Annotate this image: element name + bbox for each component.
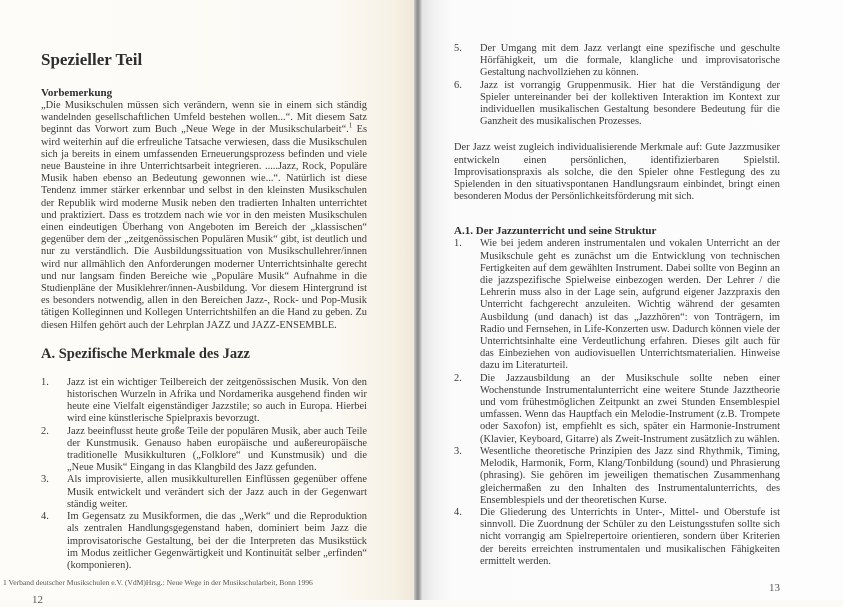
list-item-number: 3.	[41, 474, 49, 486]
list-item	[454, 446, 780, 507]
list-item-text: Der Umgang mit dem Jazz verlangt eine spezifische und geschulte Hörfähigkeit, um die formale, klangliche und improvisatorische Gestaltung nachvollziehen zu können.	[480, 43, 780, 79]
list-item-number: 2.	[41, 425, 49, 437]
book-gutter	[414, 0, 422, 600]
list-item-number: 1.	[454, 238, 462, 250]
list-item-number: 1.	[41, 376, 49, 388]
list-item-text: Jazz ist ein wichtiger Teilbereich der zeitgenössischen Musik. Von den historischen Wurzeln in Afrika und Nordamerika ausgehend finden wir heute eine Vielfalt eigenständiger Jazzstile; so auch in Europa. Hierbei wird eine künstlerische Spielpraxis bevorzugt.	[67, 376, 367, 425]
list-item	[41, 426, 367, 475]
characteristics-list-continued	[454, 43, 780, 128]
subsection-heading: A.1. Der Jazzunterricht und seine Struktur	[454, 225, 657, 238]
list-item-text: Die Jazzausbildung an der Musikschule sollte neben einer Wochenstunde Instrumentalunterricht eine weitere Stunde Jazztheorie und vom frühestmöglichen Zeitpunkt an zwei Stunden Ensemblespiel umfassen. Wenn das Hauptfach ein Melodie-Instrument (z.B. Trompete oder Saxofon) ist, empfiehlt es sich, später ein Harmonie-Instrument (Klavier, Keyboard, Gitarre) als Zweit-Instrument zusätzlich zu wählen.	[480, 372, 780, 445]
list-item	[454, 507, 780, 568]
list-item-text: Jazz ist vorrangig Gruppenmusik. Hier hat die Verständigung der Spieler untereinander bei der kollektiven Interaktion im Kontext zur individuellen musikalischen Gestaltung besondere Bedeutung für die Ganzheit des musikalischen Prozesses.	[480, 79, 780, 128]
list-item-text: Wesentliche theoretische Prinzipien des Jazz sind Rhythmik, Timing, Melodik, Harmonik, Form, Klang/Tonbildung (sound) und Phrasierung (phrasing). Sie gehören im jeweiligen thematischen Zusammenhang gleichermaßen zu den Inhalten des Instrumentalunterrichts, des Ensemblespiels und der theoretischen Kurse.	[480, 445, 780, 506]
list-item	[41, 377, 367, 426]
page-number-right: 13	[769, 581, 780, 594]
right-page	[422, 0, 843, 600]
footnote: 1 Verband deutscher Musikschulen e.V. (VdM)Hrsg.: Neue Wege in der Musikschularbeit, Bonn 1996	[3, 578, 313, 588]
preface-heading: Vorbemerkung	[41, 87, 113, 99]
list-item-text: Im Gegensatz zu Musikformen, die das „Werk“ und die Reproduktion als zentralen Handlungsgegenstand haben, dominiert beim Jazz die improvisatorische Gestaltung, bei der die Interpreten das Musikstück im Modus zeitlicher Gegenwärtigkeit und Kontinuität selber „erfinden“ (komponieren).	[67, 511, 367, 571]
list-item	[454, 373, 780, 446]
list-item-number: 2.	[454, 372, 462, 384]
preface-text-part-2: Es wird weiterhin auf die erfreuliche Tatsache verwiesen, dass die Musikschulen sich ja bereits in einem umfassenden Erneuerungsprozess befinden und viele neue Bausteine in ihre Unterrichtsarbeit integrieren. .....Jazz, Rock, Populäre Musik haben ebenso an Bedeutung gewonnen wie...“. Natürlich ist diese Tendenz immer stärker erkennbar und selbst in den kleinsten Musikschulen der Republik wird moderne Musik neben den tradierten Inhalten unterrichtet und praktiziert. Dass es trotzdem nach wie vor in den meisten Musikschulen einen eindeutigen Überhang von Angeboten im Bereich der „klassischen“ gegenüber dem der „zeitgenössischen Populären Musik“ gibt, ist deutlich und nur zu verständlich. Die Ausbildungssituation von Musikschullehrer/innen wird nur allmählich den Anforderungen moderner Unterrichtsinhalte gerecht und nur langsam finden Bereiche wie „Populäre Musik“ Aufnahme in die Studienpläne der Musiklehrer/innen-Ausbildung. Vor diesem Hintergrund ist es besonders notwendig, allen in den Bereichen Jazz-, Rock- und Pop-Musik tätigen Kolleginnen und Kollegen Unterrichtshilfen an die Hand zu geben. Zu diesen Hilfen gehört auch der Lehrplan JAZZ und JAZZ-ENSEMBLE.	[41, 124, 368, 331]
characteristics-list	[41, 377, 367, 572]
left-page	[0, 0, 414, 607]
list-item-number: 4.	[454, 506, 462, 518]
footnote-marker: 1	[348, 121, 353, 130]
part-title: Spezieller Teil	[41, 50, 143, 69]
list-item	[454, 80, 780, 129]
section-heading: A. Spezifische Merkmale des Jazz	[41, 345, 250, 362]
preface-text-part-1: „Die Musikschulen müssen sich verändern, wenn sie in einem sich ständig wandelnden gesellschaftlichen Umfeld bestehen wollen...“. Mit diesem Satz beginnt das Vorwort zum Buch „Neue Wege in der Musikschularbeit“.	[41, 100, 367, 136]
list-item	[41, 511, 367, 572]
list-item-text: Jazz beeinflusst heute große Teile der populären Musik, aber auch Teile der Kunstmusik. Genauso haben europäische und außereuropäische traditionelle Musikkulturen („Folklore“ und Kunstmusik) und die „Neue Musik“ Eingang in das Klangbild des Jazz gefunden.	[67, 425, 367, 474]
list-item-text: Die Gliederung des Unterrichts in Unter-, Mittel- und Oberstufe ist sinnvoll. Die Zuordnung der Schüler zu den Leistungsstufen sollte sich nicht vorrangig am Spielrepertoire orientieren, sondern über Kriterien der bereits erreichten instrumentalen und musikalischen Fähigkeiten ermittelt werden.	[480, 506, 780, 567]
list-item-number: 6.	[454, 79, 462, 91]
left-page-content	[3, 50, 368, 607]
list-item	[454, 238, 780, 372]
list-item	[454, 43, 780, 80]
list-item-number: 3.	[454, 445, 462, 457]
list-item-text: Wie bei jedem anderen instrumentalen und vokalen Unterricht an der Musikschule geht es zunächst um die Entwicklung von technischen Fertigkeiten auf dem gewählten Instrument. Dabei sollte von Beginn an die jazzspezifische Spielweise einbezogen werden. Der Lehrer / die Lehrerin muss also in der Lage sein, aufgrund eigener Jazzpraxis den Unterricht fachgerecht anzuleiten. Wichtig während der gesamten Ausbildung (und danach) ist das „Jazzhören“: von Tonträgern, im Radio und Fernsehen, in Life-Konzerten usw. Dadurch können viele der Unterrichtsinhalte eine Verdeutlichung erfahren. Dieses gilt auch für das Einbeziehen von audiovisuellen Unterrichtsmaterialien. Hinweise dazu im Literaturteil.	[480, 238, 780, 372]
list-item	[41, 474, 367, 511]
list-item-number: 4.	[41, 511, 49, 523]
list-item-number: 5.	[454, 43, 462, 54]
structure-list	[454, 238, 780, 567]
list-item-text: Als improvisierte, allen musikkulturellen Einflüssen gegenüber offene Musik entwickelt und verändert sich der Jazz auch in der Gegenwart ständig weiter.	[67, 474, 367, 510]
page-number-left: 12	[32, 594, 43, 607]
right-page-content	[454, 43, 780, 595]
preface-paragraph	[41, 100, 367, 332]
individualization-paragraph: Der Jazz weist zugleich individualisierende Merkmale auf: Gute Jazzmusiker entwickeln einen persönlichen, identifizierbaren Spielstil. Improvisationspraxis als solche, die den Spieler ohne Festlegung des zu Spielenden in den situativspontanen Handlungsraum einbindet, bringt einen besonderen Modus der Persönlichkeitsförderung mit sich.	[454, 142, 780, 203]
